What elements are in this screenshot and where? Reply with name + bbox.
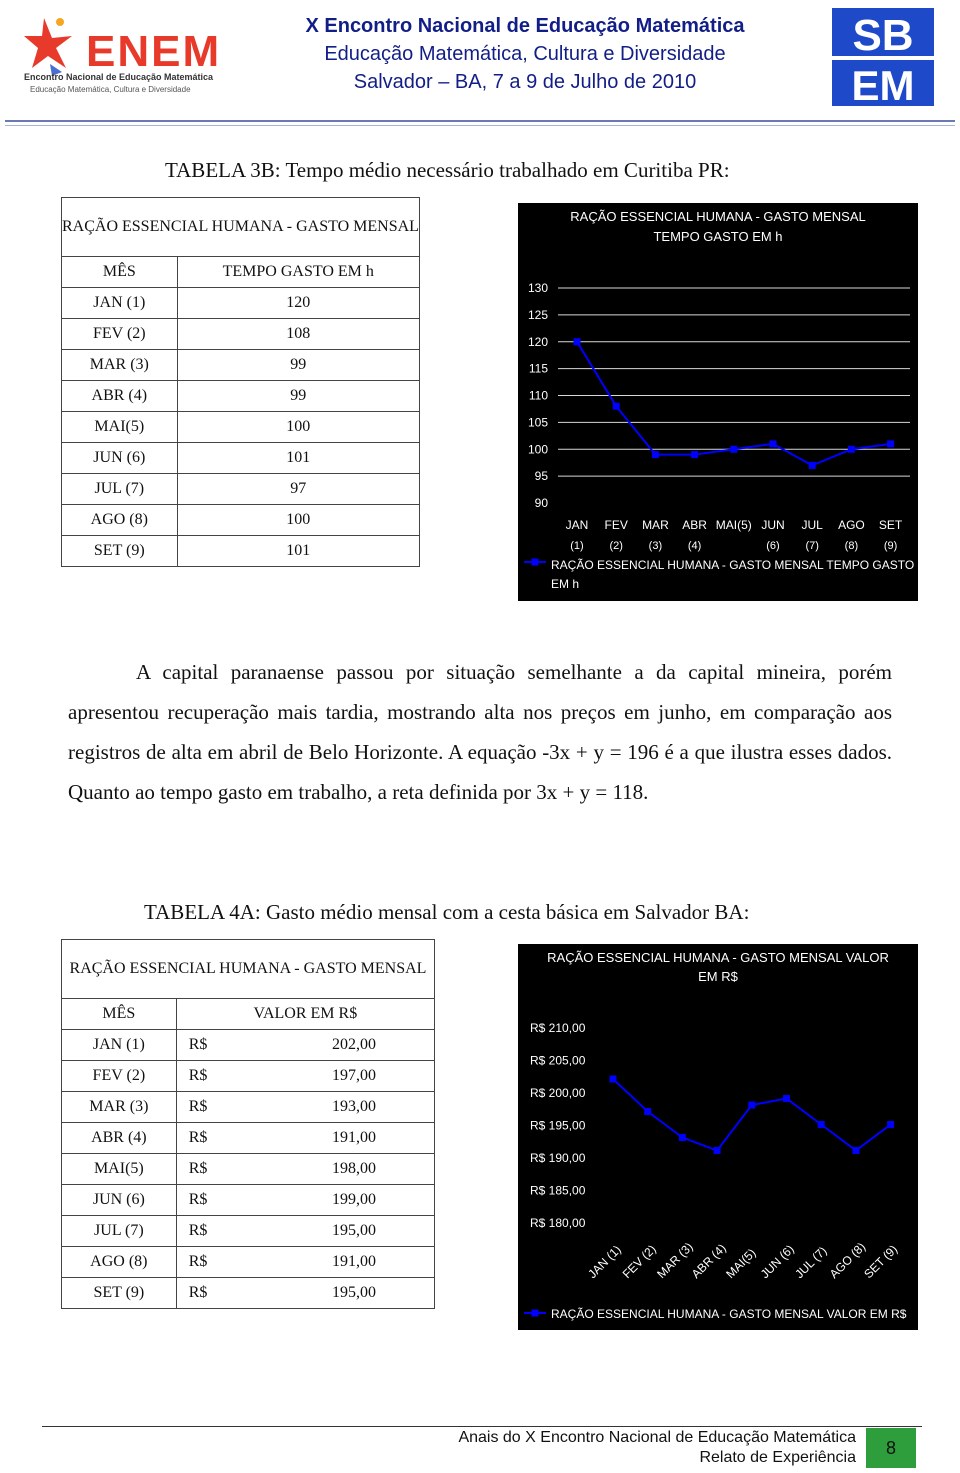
x-tick-label: SET bbox=[878, 518, 903, 532]
data-point bbox=[714, 1147, 721, 1154]
currency-cell: R$ bbox=[176, 1123, 221, 1154]
column-header-month: MÊS bbox=[62, 257, 178, 288]
x-tick-label: MAI(5) bbox=[715, 518, 752, 532]
table-3b bbox=[61, 197, 420, 567]
column-header-month: MÊS bbox=[62, 999, 177, 1030]
value-cell: 97 bbox=[177, 474, 419, 505]
table-4a bbox=[61, 939, 435, 1309]
x-tick-label: AGO bbox=[838, 518, 865, 532]
value-cell: 101 bbox=[177, 536, 419, 567]
sbem-logo-graphic bbox=[826, 4, 940, 110]
y-tick-label: R$ 185,00 bbox=[530, 1183, 586, 1198]
enem-logo-subtitle-2: Educação Matemática, Cultura e Diversidade bbox=[30, 85, 191, 94]
month-cell: JAN (1) bbox=[62, 1030, 177, 1061]
month-cell: SET (9) bbox=[62, 1278, 177, 1309]
x-tick-label-sub: (7) bbox=[805, 540, 819, 552]
x-tick-label-sub: (3) bbox=[648, 540, 663, 552]
data-point bbox=[679, 1134, 686, 1141]
value-cell: 101 bbox=[177, 443, 419, 474]
legend-marker bbox=[532, 1310, 539, 1317]
y-tick-label: 105 bbox=[527, 415, 548, 430]
currency-cell: R$ bbox=[176, 1216, 221, 1247]
data-point bbox=[610, 1076, 617, 1083]
data-point bbox=[848, 446, 855, 453]
x-tick-label: ABR (4) bbox=[688, 1241, 729, 1282]
sbem-logo-text: SB bbox=[852, 11, 914, 60]
footer-line-2: Relato de Experiência bbox=[699, 1449, 856, 1466]
x-tick-label: JUN bbox=[761, 518, 785, 532]
month-cell: ABR (4) bbox=[62, 1123, 177, 1154]
table-row bbox=[62, 412, 420, 443]
table-column-row bbox=[62, 257, 420, 288]
table-row bbox=[62, 1092, 435, 1123]
month-cell: JUN (6) bbox=[62, 1185, 177, 1216]
table-row bbox=[62, 288, 420, 319]
x-tick-label: JAN (1) bbox=[585, 1242, 624, 1282]
table-row bbox=[62, 536, 420, 567]
currency-cell: R$ bbox=[176, 1185, 221, 1216]
month-cell: MAI(5) bbox=[62, 1154, 177, 1185]
data-point bbox=[887, 1121, 894, 1128]
data-point bbox=[818, 1121, 825, 1128]
y-tick-label: R$ 190,00 bbox=[530, 1151, 586, 1165]
y-tick-label: 125 bbox=[527, 307, 548, 322]
value-cell: 193,00 bbox=[221, 1092, 434, 1123]
y-tick-label: 100 bbox=[527, 442, 548, 457]
header-rule-thin bbox=[5, 125, 955, 126]
value-cell: 191,00 bbox=[221, 1123, 434, 1154]
x-tick-label: MAR (3) bbox=[654, 1239, 696, 1282]
value-cell: 191,00 bbox=[221, 1247, 434, 1278]
enem-logo-text: ENEM bbox=[86, 27, 222, 76]
x-tick-label-sub: (9) bbox=[883, 540, 898, 552]
y-tick-label: R$ 200,00 bbox=[530, 1086, 586, 1100]
data-point bbox=[748, 1102, 755, 1109]
currency-cell: R$ bbox=[176, 1278, 221, 1309]
chart-title-line: RAÇÃO ESSENCIAL HUMANA - GASTO MENSAL bbox=[570, 209, 866, 224]
paragraph-text: A capital paranaense passou por situação semelhante a da capital mineira, porém apresentou recuperação mais tardia, mostrando alta nos preços em junho, em comparação aos registros de alta em abril de Belo Horizonte. A equação -3x + y = 196 é a que ilustra esses dados. Quanto ao tempo gasto em trabalho, a reta definida por 3x + y = 118. bbox=[68, 660, 892, 804]
sbem-logo bbox=[826, 4, 940, 110]
x-tick-label: AGO (8) bbox=[826, 1239, 869, 1282]
x-tick-label-sub: (2) bbox=[609, 540, 623, 552]
value-cell: 202,00 bbox=[221, 1030, 434, 1061]
star-figure-icon bbox=[24, 18, 72, 76]
currency-cell: R$ bbox=[176, 1247, 221, 1278]
value-cell: 99 bbox=[177, 350, 419, 381]
data-point bbox=[574, 338, 581, 345]
table-row bbox=[62, 505, 420, 536]
column-header-time: TEMPO GASTO EM h bbox=[177, 257, 419, 288]
value-cell: 195,00 bbox=[221, 1216, 434, 1247]
legend-label: RAÇÃO ESSENCIAL HUMANA - GASTO MENSAL VALOR EM R$ bbox=[551, 1307, 907, 1321]
body-paragraph bbox=[68, 652, 892, 812]
chart-title-line: RAÇÃO ESSENCIAL HUMANA - GASTO MENSAL VALOR bbox=[547, 950, 889, 965]
header-location: Salvador – BA, 7 a 9 de Julho de 2010 bbox=[353, 71, 697, 93]
legend-label-line-1: RAÇÃO ESSENCIAL HUMANA - GASTO MENSAL TEMPO GASTO bbox=[551, 558, 915, 572]
chart-tempo-curitiba-svg bbox=[518, 203, 918, 601]
chart-valor-salvador-svg bbox=[518, 944, 918, 1330]
x-tick-label: JAN bbox=[565, 518, 589, 532]
table-column-row bbox=[62, 999, 435, 1030]
month-cell: AGO (8) bbox=[62, 1247, 177, 1278]
table-header: RAÇÃO ESSENCIAL HUMANA - GASTO MENSAL bbox=[62, 198, 420, 257]
x-tick-label: FEV bbox=[604, 518, 628, 532]
x-tick-label: JUL (7) bbox=[792, 1243, 830, 1282]
month-cell: AGO (8) bbox=[62, 505, 178, 536]
y-tick-label: R$ 180,00 bbox=[530, 1216, 586, 1230]
data-point bbox=[809, 462, 816, 469]
table-3b-title: TABELA 3B: Tempo médio necessário trabalhado em Curitiba PR: bbox=[165, 158, 730, 182]
table-row bbox=[62, 381, 420, 412]
data-point bbox=[783, 1095, 790, 1102]
value-cell: 108 bbox=[177, 319, 419, 350]
data-point bbox=[644, 1108, 651, 1115]
x-tick-label-sub: (8) bbox=[844, 540, 859, 552]
y-tick-label: 95 bbox=[534, 469, 548, 484]
footer-text bbox=[458, 1428, 856, 1468]
month-cell: MAR (3) bbox=[62, 350, 178, 381]
header-title: X Encontro Nacional de Educação Matemática bbox=[305, 15, 745, 37]
column-header-value: VALOR EM R$ bbox=[176, 999, 434, 1030]
table-row bbox=[62, 350, 420, 381]
month-cell: FEV (2) bbox=[62, 1061, 177, 1092]
x-tick-label: JUN (6) bbox=[757, 1241, 797, 1282]
y-tick-label: R$ 210,00 bbox=[530, 1021, 586, 1035]
month-cell: JUL (7) bbox=[62, 1216, 177, 1247]
chart-valor-salvador bbox=[518, 944, 918, 1330]
table-header-row bbox=[62, 940, 435, 999]
table-row bbox=[62, 319, 420, 350]
table-row bbox=[62, 1216, 435, 1247]
x-tick-label: SET (9) bbox=[861, 1242, 901, 1282]
table-header: RAÇÃO ESSENCIAL HUMANA - GASTO MENSAL bbox=[62, 940, 435, 999]
x-tick-label: JUL bbox=[801, 518, 823, 532]
conference-header bbox=[250, 12, 800, 96]
value-cell: 100 bbox=[177, 412, 419, 443]
table-header-row bbox=[62, 198, 420, 257]
table-row bbox=[62, 1154, 435, 1185]
x-tick-label: MAI(5) bbox=[723, 1245, 759, 1282]
y-tick-label: R$ 195,00 bbox=[530, 1118, 586, 1133]
y-tick-label: 115 bbox=[528, 361, 548, 376]
page-number: 8 bbox=[866, 1428, 916, 1468]
month-cell: FEV (2) bbox=[62, 319, 178, 350]
month-cell: JAN (1) bbox=[62, 288, 178, 319]
footer-rule bbox=[42, 1426, 922, 1427]
header-rule bbox=[5, 120, 955, 122]
currency-cell: R$ bbox=[176, 1061, 221, 1092]
value-cell: 197,00 bbox=[221, 1061, 434, 1092]
table-row bbox=[62, 474, 420, 505]
chart-title-line: TEMPO GASTO EM h bbox=[653, 229, 783, 244]
y-tick-label: 120 bbox=[527, 334, 548, 349]
currency-cell: R$ bbox=[176, 1092, 221, 1123]
data-point bbox=[730, 446, 737, 453]
legend-label-line-2: EM h bbox=[551, 577, 580, 591]
data-point bbox=[652, 451, 659, 458]
month-cell: ABR (4) bbox=[62, 381, 178, 412]
table-row bbox=[62, 443, 420, 474]
value-cell: 120 bbox=[177, 288, 419, 319]
table-row bbox=[62, 1123, 435, 1154]
data-point bbox=[613, 403, 620, 410]
data-point bbox=[852, 1147, 859, 1154]
value-cell: 99 bbox=[177, 381, 419, 412]
table-row bbox=[62, 1278, 435, 1309]
series-line bbox=[613, 1079, 891, 1151]
currency-cell: R$ bbox=[176, 1154, 221, 1185]
x-tick-label: FEV (2) bbox=[619, 1241, 659, 1282]
x-tick-label-sub: (1) bbox=[570, 540, 584, 552]
sbem-logo-text-bottom: EM bbox=[851, 62, 915, 109]
month-cell: JUN (6) bbox=[62, 443, 178, 474]
y-tick-label: 90 bbox=[534, 496, 548, 510]
chart-tempo-curitiba bbox=[518, 203, 918, 601]
x-tick-label-sub: (4) bbox=[687, 540, 702, 552]
y-tick-label: R$ 205,00 bbox=[530, 1053, 586, 1068]
month-cell: MAI(5) bbox=[62, 412, 178, 443]
y-tick-label: 110 bbox=[528, 388, 548, 403]
header-subtitle: Educação Matemática, Cultura e Diversidade bbox=[324, 43, 726, 65]
enem-logo-subtitle-1: Encontro Nacional de Educação Matemática bbox=[24, 72, 214, 82]
y-tick-label: 130 bbox=[527, 281, 548, 295]
currency-cell: R$ bbox=[176, 1030, 221, 1061]
value-cell: 195,00 bbox=[221, 1278, 434, 1309]
value-cell: 198,00 bbox=[221, 1154, 434, 1185]
data-point bbox=[887, 440, 894, 447]
table-row bbox=[62, 1247, 435, 1278]
table-row bbox=[62, 1061, 435, 1092]
value-cell: 199,00 bbox=[221, 1185, 434, 1216]
data-point bbox=[691, 451, 698, 458]
value-cell: 100 bbox=[177, 505, 419, 536]
month-cell: MAR (3) bbox=[62, 1092, 177, 1123]
data-point bbox=[770, 440, 777, 447]
table-4a-title: TABELA 4A: Gasto médio mensal com a cesta básica em Salvador BA: bbox=[144, 900, 750, 924]
x-tick-label: MAR bbox=[642, 518, 669, 532]
month-cell: SET (9) bbox=[62, 536, 178, 567]
x-tick-label-sub: (6) bbox=[766, 540, 780, 552]
x-tick-label: ABR bbox=[682, 518, 707, 532]
chart-title-line: EM R$ bbox=[698, 969, 738, 984]
table-row bbox=[62, 1030, 435, 1061]
legend-marker bbox=[532, 559, 539, 566]
month-cell: JUL (7) bbox=[62, 474, 178, 505]
table-row bbox=[62, 1185, 435, 1216]
footer-line-1: Anais do X Encontro Nacional de Educação Matemática bbox=[458, 1429, 856, 1446]
